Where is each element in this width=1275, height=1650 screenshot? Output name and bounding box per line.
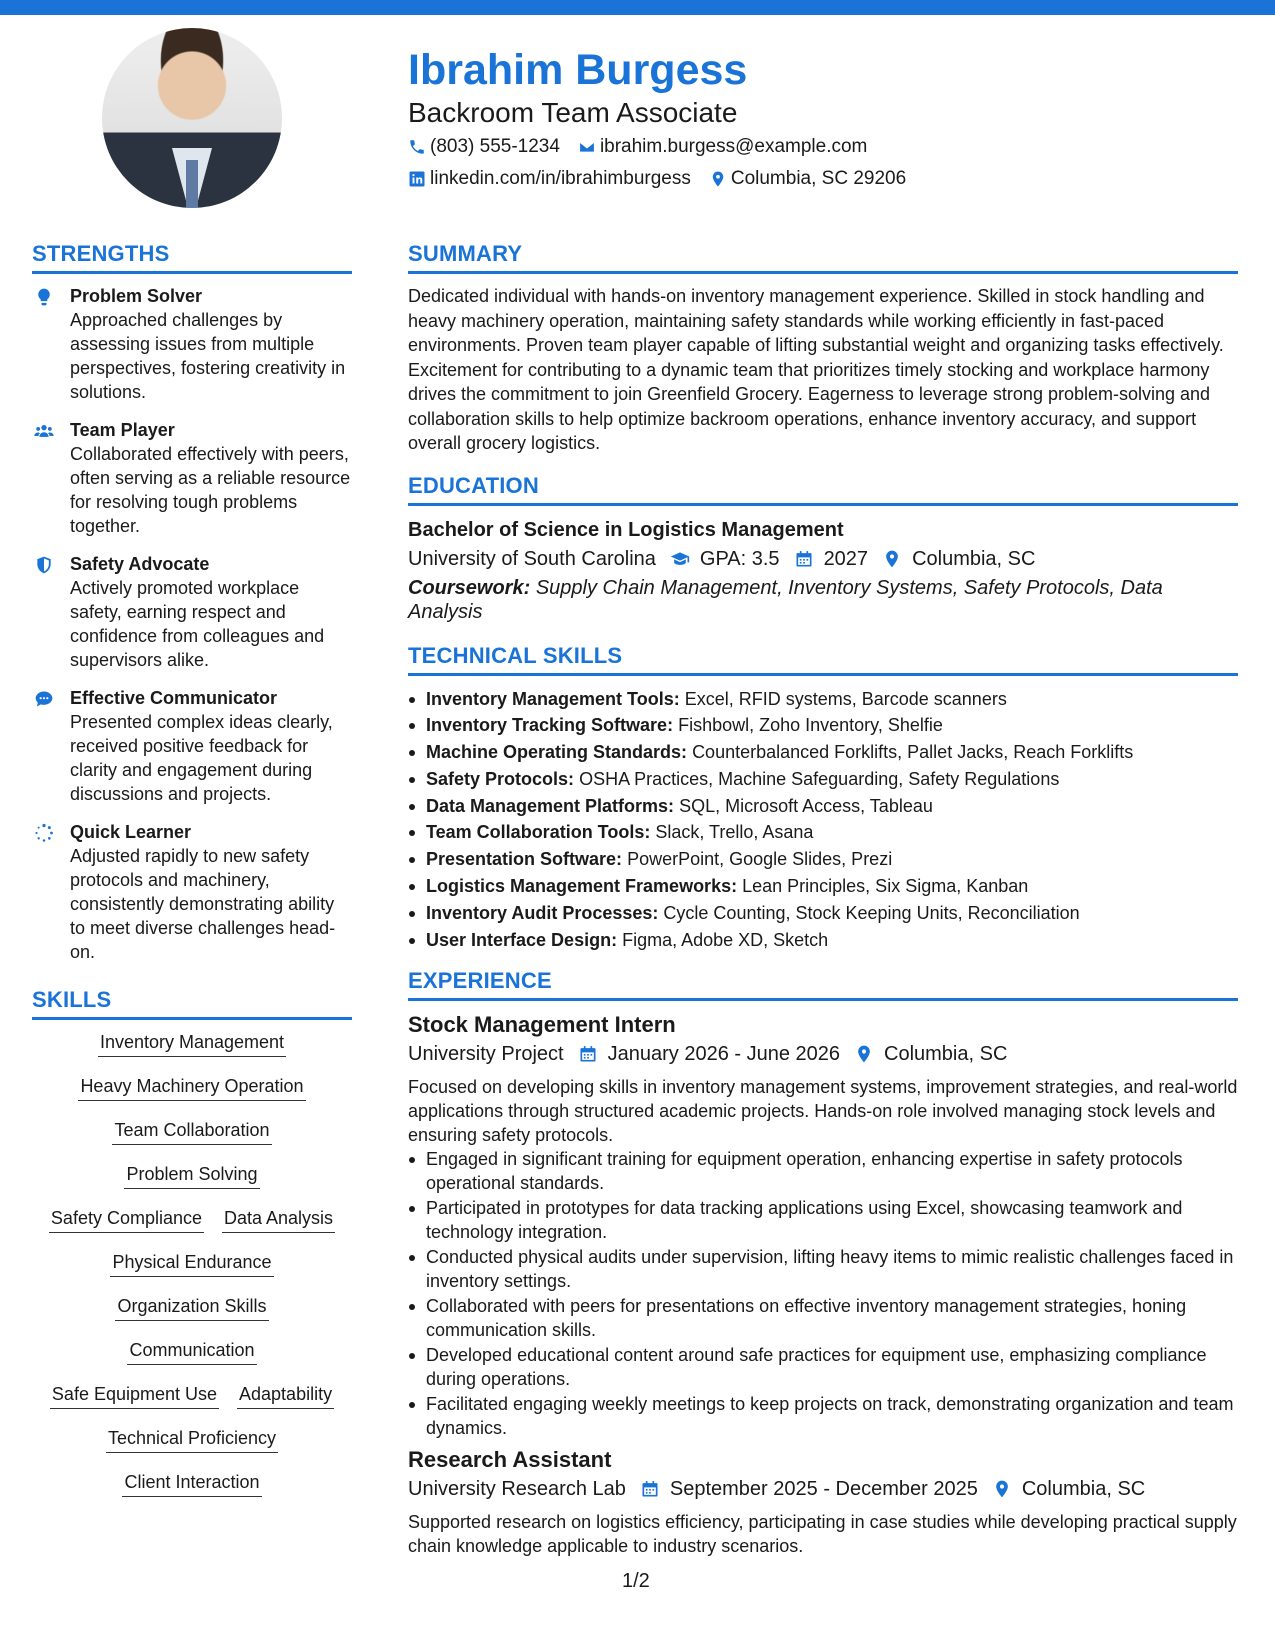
list-item: Data Management Platforms: SQL, Microsoft Access, Tableau [408,793,1238,820]
phone-text: (803) 555-1234 [430,136,560,157]
skills-list [32,1030,352,1497]
left-column [32,240,352,1514]
job-location: Columbia, SC [854,1039,1007,1069]
lightbulb-icon [34,287,54,307]
education-gpa: GPA: 3.5 [670,544,780,574]
profile-photo [102,28,282,208]
location-text: Columbia, SC 29206 [730,168,907,189]
list-item: Collaborated with peers for presentations on effective inventory management strategies, honing communication skills. [408,1294,1238,1342]
contact-location [709,164,906,194]
location-pin-icon [709,170,727,188]
education-heading: EDUCATION [408,472,1238,506]
list-item: Inventory Audit Processes: Cycle Counting, Stock Keeping Units, Reconciliation [408,900,1238,927]
strength-desc: Approached challenges by assessing issues from multiple perspectives, fostering creativity in solutions. [70,310,346,402]
list-item: Machine Operating Standards: Counterbalanced Forklifts, Pallet Jacks, Reach Forklifts [408,739,1238,766]
job-location: Columbia, SC [992,1474,1145,1504]
list-item: Logistics Management Frameworks: Lean Principles, Six Sigma, Kanban [408,873,1238,900]
job-dates: January 2026 - June 2026 [578,1039,840,1069]
chat-icon [34,689,54,709]
skill-tag: Client Interaction [122,1470,261,1497]
location-pin-icon [882,549,902,569]
strength-item [32,820,352,964]
list-item: Participated in prototypes for data tracking applications using Excel, showcasing teamwork and technology integration. [408,1196,1238,1244]
contact-row-1 [408,132,1238,162]
education-school: University of South Carolina [408,547,656,570]
strengths-heading: STRENGTHS [32,240,352,274]
strength-desc: Actively promoted workplace safety, earning respect and confidence from colleagues and supervisors alike. [70,578,325,670]
contact-row-2 [408,164,1238,194]
strength-item [32,686,352,806]
strength-title: Team Player [70,420,175,440]
skill-tag: Safe Equipment Use [50,1382,219,1409]
contact-email[interactable] [578,132,867,162]
strength-desc: Presented complex ideas clearly, received positive feedback for clarity and engagement during discussions and projects. [70,712,333,804]
top-accent-bar [0,0,1275,15]
calendar-icon [794,549,814,569]
location-pin-icon [992,1479,1012,1499]
page-number: 1/2 [622,1570,650,1592]
technical-skills-list [408,686,1238,954]
resume-header [408,44,1238,194]
list-item: Facilitated engaging weekly meetings to keep projects on track, demonstrating organization and team dynamics. [408,1392,1238,1440]
users-icon [34,421,54,441]
calendar-icon [578,1044,598,1064]
list-item: User Interface Design: Figma, Adobe XD, Sketch [408,927,1238,954]
linkedin-text: linkedin.com/in/ibrahimburgess [430,168,691,189]
job-description: Supported research on logistics efficiency, participating in case studies while developing practical supply chain knowledge applicable to industry scenarios. [408,1512,1237,1557]
photo-tie [186,160,198,208]
education-location: Columbia, SC [882,544,1035,574]
skills-heading: SKILLS [32,986,352,1020]
candidate-name: Ibrahim Burgess [408,46,748,94]
skill-tag: Adaptability [237,1382,334,1409]
skill-tag: Technical Proficiency [106,1426,278,1453]
list-item: Conducted physical audits under supervision, lifting heavy items to mimic realistic challenges faced in inventory settings. [408,1245,1238,1293]
job-title: Stock Management Intern [408,1012,676,1038]
phone-icon [408,138,426,156]
list-item: Developed educational content around safe practices for equipment use, emphasizing compliance during operations. [408,1343,1238,1391]
right-column [408,240,1238,1558]
experience-heading: EXPERIENCE [408,967,1238,1001]
job-bullets [408,1147,1238,1440]
strength-title: Safety Advocate [70,554,210,574]
skill-tag: Communication [127,1338,256,1365]
strength-item [32,418,352,538]
list-item: Engaged in significant training for equipment operation, enhancing expertise in safety protocols operational standards. [408,1147,1238,1195]
skill-tag: Physical Endurance [110,1250,273,1277]
strength-title: Effective Communicator [70,688,278,708]
job-description: Focused on developing skills in inventory management systems, improvement strategies, and real-world applications through structured academic projects. Hands-on role involved managing stock levels and ensuring safety protocols. [408,1077,1238,1146]
skill-tag: Problem Solving [124,1162,259,1189]
job-meta [408,1474,1238,1504]
strength-desc: Adjusted rapidly to new safety protocols and machinery, consistently demonstrating ability to meet diverse challenges head-on. [70,846,336,962]
spinner-icon [34,823,54,843]
list-item: Inventory Management Tools: Excel, RFID systems, Barcode scanners [408,686,1238,713]
linkedin-icon [408,170,426,188]
strength-item [32,552,352,672]
list-item: Inventory Tracking Software: Fishbowl, Zoho Inventory, Shelfie [408,712,1238,739]
contact-linkedin[interactable] [408,164,691,194]
email-text: ibrahim.burgess@example.com [599,136,868,157]
list-item: Team Collaboration Tools: Slack, Trello, Asana [408,819,1238,846]
job-meta [408,1039,1238,1069]
strength-title: Quick Learner [70,822,192,842]
list-item: Presentation Software: PowerPoint, Google Slides, Prezi [408,846,1238,873]
education-degree: Bachelor of Science in Logistics Management [408,518,844,541]
job-org: University Research Lab [408,1478,626,1501]
summary-heading: SUMMARY [408,240,1238,274]
strength-item [32,284,352,404]
skill-tag: Heavy Machinery Operation [78,1074,305,1101]
contact-phone[interactable] [408,132,560,162]
summary-text: Dedicated individual with hands-on inventory management experience. Skilled in stock handling and heavy machinery operation, maintaining safety standards while working efficiently in fast-paced environments. Proven team player capable of lifting substantial weight and organizing tasks effectively. Excitement for contributing to a dynamic team that prioritizes timely stocking and workplace harmony drives the commitment to join Greenfield Grocery. Eagerness to leverage strong problem-solving and collaboration skills to help optimize backroom operations, enhance inventory accuracy, and support overall grocery logistics. [408,286,1224,453]
skill-tag: Inventory Management [98,1030,286,1057]
skill-tag: Safety Compliance [49,1206,204,1233]
shield-icon [34,555,54,575]
job-dates: September 2025 - December 2025 [640,1474,978,1504]
calendar-icon [640,1479,660,1499]
job-org: University Project [408,1043,564,1066]
list-item: Safety Protocols: OSHA Practices, Machine Safeguarding, Safety Regulations [408,766,1238,793]
skill-tag: Team Collaboration [112,1118,271,1145]
candidate-title: Backroom Team Associate [408,97,738,128]
location-pin-icon [854,1044,874,1064]
education-year: 2027 [794,544,869,574]
technical-skills-heading: TECHNICAL SKILLS [408,642,1238,676]
graduation-cap-icon [670,549,690,569]
education-meta [408,544,1238,574]
skill-tag: Organization Skills [115,1294,268,1321]
job-title: Research Assistant [408,1447,612,1473]
education-coursework: Coursework: Supply Chain Management, Inventory Systems, Safety Protocols, Data Analysis [408,576,1163,623]
envelope-icon [578,138,596,156]
strength-title: Problem Solver [70,286,203,306]
strength-desc: Collaborated effectively with peers, often serving as a reliable resource for resolving tough problems together. [70,444,351,536]
skill-tag: Data Analysis [222,1206,335,1233]
